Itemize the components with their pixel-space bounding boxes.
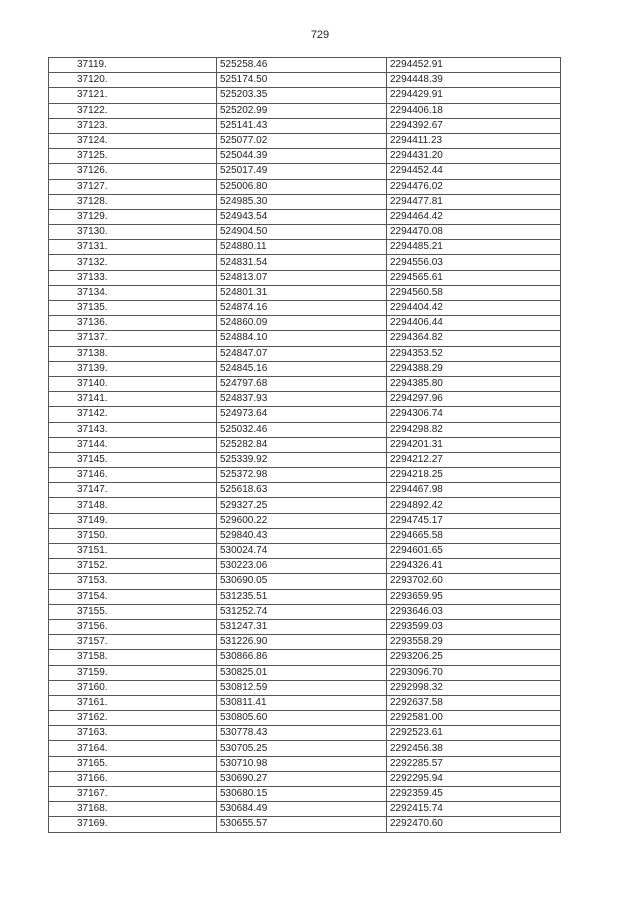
table-row <box>49 528 561 543</box>
table-row <box>49 513 561 528</box>
x-coordinate-cell: 530690.05 <box>217 574 387 589</box>
x-coordinate-cell: 524943.54 <box>217 209 387 224</box>
y-coordinate-cell: 2294353.52 <box>387 346 561 361</box>
table-row <box>49 133 561 148</box>
table-row <box>49 802 561 817</box>
point-number-cell: 37152. <box>49 559 217 574</box>
point-number-cell: 37166. <box>49 771 217 786</box>
table-row <box>49 149 561 164</box>
table-row <box>49 194 561 209</box>
table-row <box>49 331 561 346</box>
x-coordinate-cell: 529840.43 <box>217 528 387 543</box>
point-number-cell: 37163. <box>49 726 217 741</box>
x-coordinate-cell: 525372.98 <box>217 468 387 483</box>
table-row <box>49 771 561 786</box>
table-row <box>49 118 561 133</box>
page-number: 729 <box>310 29 330 41</box>
table-row <box>49 361 561 376</box>
y-coordinate-cell: 2294201.31 <box>387 437 561 452</box>
point-number-cell: 37154. <box>49 589 217 604</box>
coordinates-table <box>48 57 561 833</box>
y-coordinate-cell: 2294448.39 <box>387 73 561 88</box>
point-number-cell: 37145. <box>49 452 217 467</box>
point-number-cell: 37136. <box>49 316 217 331</box>
x-coordinate-cell: 530690.27 <box>217 771 387 786</box>
x-coordinate-cell: 530778.43 <box>217 726 387 741</box>
table-row <box>49 604 561 619</box>
point-number-cell: 37161. <box>49 695 217 710</box>
point-number-cell: 37143. <box>49 422 217 437</box>
point-number-cell: 37159. <box>49 665 217 680</box>
x-coordinate-cell: 530705.25 <box>217 741 387 756</box>
y-coordinate-cell: 2294364.82 <box>387 331 561 346</box>
y-coordinate-cell: 2294477.81 <box>387 194 561 209</box>
y-coordinate-cell: 2294452.44 <box>387 164 561 179</box>
y-coordinate-cell: 2292470.60 <box>387 817 561 832</box>
table-row <box>49 711 561 726</box>
table-row <box>49 650 561 665</box>
point-number-cell: 37140. <box>49 376 217 391</box>
table-row <box>49 589 561 604</box>
x-coordinate-cell: 530223.06 <box>217 559 387 574</box>
table-row <box>49 255 561 270</box>
point-number-cell: 37137. <box>49 331 217 346</box>
point-number-cell: 37126. <box>49 164 217 179</box>
point-number-cell: 37158. <box>49 650 217 665</box>
point-number-cell: 37139. <box>49 361 217 376</box>
point-number-cell: 37133. <box>49 270 217 285</box>
y-coordinate-cell: 2294385.80 <box>387 376 561 391</box>
table-row <box>49 285 561 300</box>
point-number-cell: 37141. <box>49 392 217 407</box>
x-coordinate-cell: 524860.09 <box>217 316 387 331</box>
y-coordinate-cell: 2293558.29 <box>387 635 561 650</box>
x-coordinate-cell: 525202.99 <box>217 103 387 118</box>
y-coordinate-cell: 2292523.61 <box>387 726 561 741</box>
x-coordinate-cell: 530684.49 <box>217 802 387 817</box>
point-number-cell: 37138. <box>49 346 217 361</box>
x-coordinate-cell: 525339.92 <box>217 452 387 467</box>
table-row <box>49 422 561 437</box>
y-coordinate-cell: 2294467.98 <box>387 483 561 498</box>
point-number-cell: 37144. <box>49 437 217 452</box>
x-coordinate-cell: 525141.43 <box>217 118 387 133</box>
y-coordinate-cell: 2294218.25 <box>387 468 561 483</box>
x-coordinate-cell: 530825.01 <box>217 665 387 680</box>
point-number-cell: 37128. <box>49 194 217 209</box>
x-coordinate-cell: 524973.64 <box>217 407 387 422</box>
y-coordinate-cell: 2293096.70 <box>387 665 561 680</box>
point-number-cell: 37122. <box>49 103 217 118</box>
table-row <box>49 665 561 680</box>
table-row <box>49 483 561 498</box>
y-coordinate-cell: 2294406.18 <box>387 103 561 118</box>
y-coordinate-cell: 2294298.82 <box>387 422 561 437</box>
y-coordinate-cell: 2294665.58 <box>387 528 561 543</box>
x-coordinate-cell: 529327.25 <box>217 498 387 513</box>
y-coordinate-cell: 2294470.08 <box>387 225 561 240</box>
x-coordinate-cell: 529600.22 <box>217 513 387 528</box>
table-row <box>49 407 561 422</box>
y-coordinate-cell: 2292359.45 <box>387 787 561 802</box>
table-row <box>49 240 561 255</box>
y-coordinate-cell: 2294411.23 <box>387 133 561 148</box>
x-coordinate-cell: 530805.60 <box>217 711 387 726</box>
table-row <box>49 164 561 179</box>
x-coordinate-cell: 525618.63 <box>217 483 387 498</box>
x-coordinate-cell: 525006.80 <box>217 179 387 194</box>
table-row <box>49 316 561 331</box>
x-coordinate-cell: 525282.84 <box>217 437 387 452</box>
point-number-cell: 37160. <box>49 680 217 695</box>
x-coordinate-cell: 530710.98 <box>217 756 387 771</box>
y-coordinate-cell: 2292415.74 <box>387 802 561 817</box>
point-number-cell: 37162. <box>49 711 217 726</box>
point-number-cell: 37123. <box>49 118 217 133</box>
x-coordinate-cell: 524904.50 <box>217 225 387 240</box>
point-number-cell: 37134. <box>49 285 217 300</box>
point-number-cell: 37130. <box>49 225 217 240</box>
y-coordinate-cell: 2293659.95 <box>387 589 561 604</box>
point-number-cell: 37153. <box>49 574 217 589</box>
point-number-cell: 37120. <box>49 73 217 88</box>
table-row <box>49 452 561 467</box>
y-coordinate-cell: 2294745.17 <box>387 513 561 528</box>
x-coordinate-cell: 524837.93 <box>217 392 387 407</box>
x-coordinate-cell: 524801.31 <box>217 285 387 300</box>
y-coordinate-cell: 2292998.32 <box>387 680 561 695</box>
coordinates-table-body <box>49 58 561 833</box>
table-row <box>49 437 561 452</box>
point-number-cell: 37121. <box>49 88 217 103</box>
table-row <box>49 726 561 741</box>
y-coordinate-cell: 2294306.74 <box>387 407 561 422</box>
point-number-cell: 37125. <box>49 149 217 164</box>
y-coordinate-cell: 2294431.20 <box>387 149 561 164</box>
table-row <box>49 225 561 240</box>
y-coordinate-cell: 2292637.58 <box>387 695 561 710</box>
table-row <box>49 468 561 483</box>
table-row <box>49 88 561 103</box>
table-row <box>49 179 561 194</box>
y-coordinate-cell: 2294452.91 <box>387 58 561 73</box>
x-coordinate-cell: 525032.46 <box>217 422 387 437</box>
y-coordinate-cell: 2294404.42 <box>387 301 561 316</box>
point-number-cell: 37119. <box>49 58 217 73</box>
table-row <box>49 103 561 118</box>
x-coordinate-cell: 524847.07 <box>217 346 387 361</box>
x-coordinate-cell: 524874.16 <box>217 301 387 316</box>
y-coordinate-cell: 2294560.58 <box>387 285 561 300</box>
point-number-cell: 37131. <box>49 240 217 255</box>
point-number-cell: 37167. <box>49 787 217 802</box>
x-coordinate-cell: 525203.35 <box>217 88 387 103</box>
point-number-cell: 37147. <box>49 483 217 498</box>
table-row <box>49 270 561 285</box>
x-coordinate-cell: 530024.74 <box>217 544 387 559</box>
y-coordinate-cell: 2292456.38 <box>387 741 561 756</box>
y-coordinate-cell: 2293599.03 <box>387 619 561 634</box>
y-coordinate-cell: 2294392.67 <box>387 118 561 133</box>
y-coordinate-cell: 2293702.60 <box>387 574 561 589</box>
x-coordinate-cell: 530812.59 <box>217 680 387 695</box>
table-row <box>49 209 561 224</box>
x-coordinate-cell: 531226.90 <box>217 635 387 650</box>
x-coordinate-cell: 525258.46 <box>217 58 387 73</box>
table-row <box>49 392 561 407</box>
table-row <box>49 787 561 802</box>
y-coordinate-cell: 2294601.65 <box>387 544 561 559</box>
point-number-cell: 37129. <box>49 209 217 224</box>
y-coordinate-cell: 2292581.00 <box>387 711 561 726</box>
x-coordinate-cell: 524813.07 <box>217 270 387 285</box>
point-number-cell: 37156. <box>49 619 217 634</box>
point-number-cell: 37127. <box>49 179 217 194</box>
x-coordinate-cell: 524985.30 <box>217 194 387 209</box>
point-number-cell: 37155. <box>49 604 217 619</box>
x-coordinate-cell: 531235.51 <box>217 589 387 604</box>
x-coordinate-cell: 531247.31 <box>217 619 387 634</box>
y-coordinate-cell: 2294485.21 <box>387 240 561 255</box>
table-row <box>49 574 561 589</box>
table-row <box>49 680 561 695</box>
table-row <box>49 73 561 88</box>
point-number-cell: 37124. <box>49 133 217 148</box>
y-coordinate-cell: 2294388.29 <box>387 361 561 376</box>
y-coordinate-cell: 2294429.91 <box>387 88 561 103</box>
y-coordinate-cell: 2292295.94 <box>387 771 561 786</box>
point-number-cell: 37142. <box>49 407 217 422</box>
point-number-cell: 37132. <box>49 255 217 270</box>
y-coordinate-cell: 2294406.44 <box>387 316 561 331</box>
y-coordinate-cell: 2294212.27 <box>387 452 561 467</box>
x-coordinate-cell: 525017.49 <box>217 164 387 179</box>
x-coordinate-cell: 524845.16 <box>217 361 387 376</box>
point-number-cell: 37149. <box>49 513 217 528</box>
table-row <box>49 559 561 574</box>
x-coordinate-cell: 530680.15 <box>217 787 387 802</box>
point-number-cell: 37165. <box>49 756 217 771</box>
y-coordinate-cell: 2294476.02 <box>387 179 561 194</box>
y-coordinate-cell: 2293646.03 <box>387 604 561 619</box>
point-number-cell: 37164. <box>49 741 217 756</box>
y-coordinate-cell: 2294556.03 <box>387 255 561 270</box>
x-coordinate-cell: 524880.11 <box>217 240 387 255</box>
x-coordinate-cell: 524797.68 <box>217 376 387 391</box>
x-coordinate-cell: 524884.10 <box>217 331 387 346</box>
point-number-cell: 37151. <box>49 544 217 559</box>
x-coordinate-cell: 525174.50 <box>217 73 387 88</box>
x-coordinate-cell: 524831.54 <box>217 255 387 270</box>
table-row <box>49 58 561 73</box>
table-row <box>49 498 561 513</box>
x-coordinate-cell: 530866.86 <box>217 650 387 665</box>
table-row <box>49 817 561 832</box>
table-row <box>49 741 561 756</box>
y-coordinate-cell: 2294892.42 <box>387 498 561 513</box>
table-row <box>49 635 561 650</box>
table-row <box>49 619 561 634</box>
point-number-cell: 37148. <box>49 498 217 513</box>
x-coordinate-cell: 530655.57 <box>217 817 387 832</box>
y-coordinate-cell: 2294297.96 <box>387 392 561 407</box>
y-coordinate-cell: 2293206.25 <box>387 650 561 665</box>
y-coordinate-cell: 2294464.42 <box>387 209 561 224</box>
point-number-cell: 37135. <box>49 301 217 316</box>
table-row <box>49 544 561 559</box>
y-coordinate-cell: 2292285.57 <box>387 756 561 771</box>
point-number-cell: 37168. <box>49 802 217 817</box>
x-coordinate-cell: 530811.41 <box>217 695 387 710</box>
point-number-cell: 37157. <box>49 635 217 650</box>
table-row <box>49 695 561 710</box>
point-number-cell: 37169. <box>49 817 217 832</box>
y-coordinate-cell: 2294565.61 <box>387 270 561 285</box>
table-row <box>49 346 561 361</box>
x-coordinate-cell: 525077.02 <box>217 133 387 148</box>
y-coordinate-cell: 2294326.41 <box>387 559 561 574</box>
point-number-cell: 37146. <box>49 468 217 483</box>
table-row <box>49 376 561 391</box>
x-coordinate-cell: 531252.74 <box>217 604 387 619</box>
table-row <box>49 301 561 316</box>
point-number-cell: 37150. <box>49 528 217 543</box>
x-coordinate-cell: 525044.39 <box>217 149 387 164</box>
table-row <box>49 756 561 771</box>
